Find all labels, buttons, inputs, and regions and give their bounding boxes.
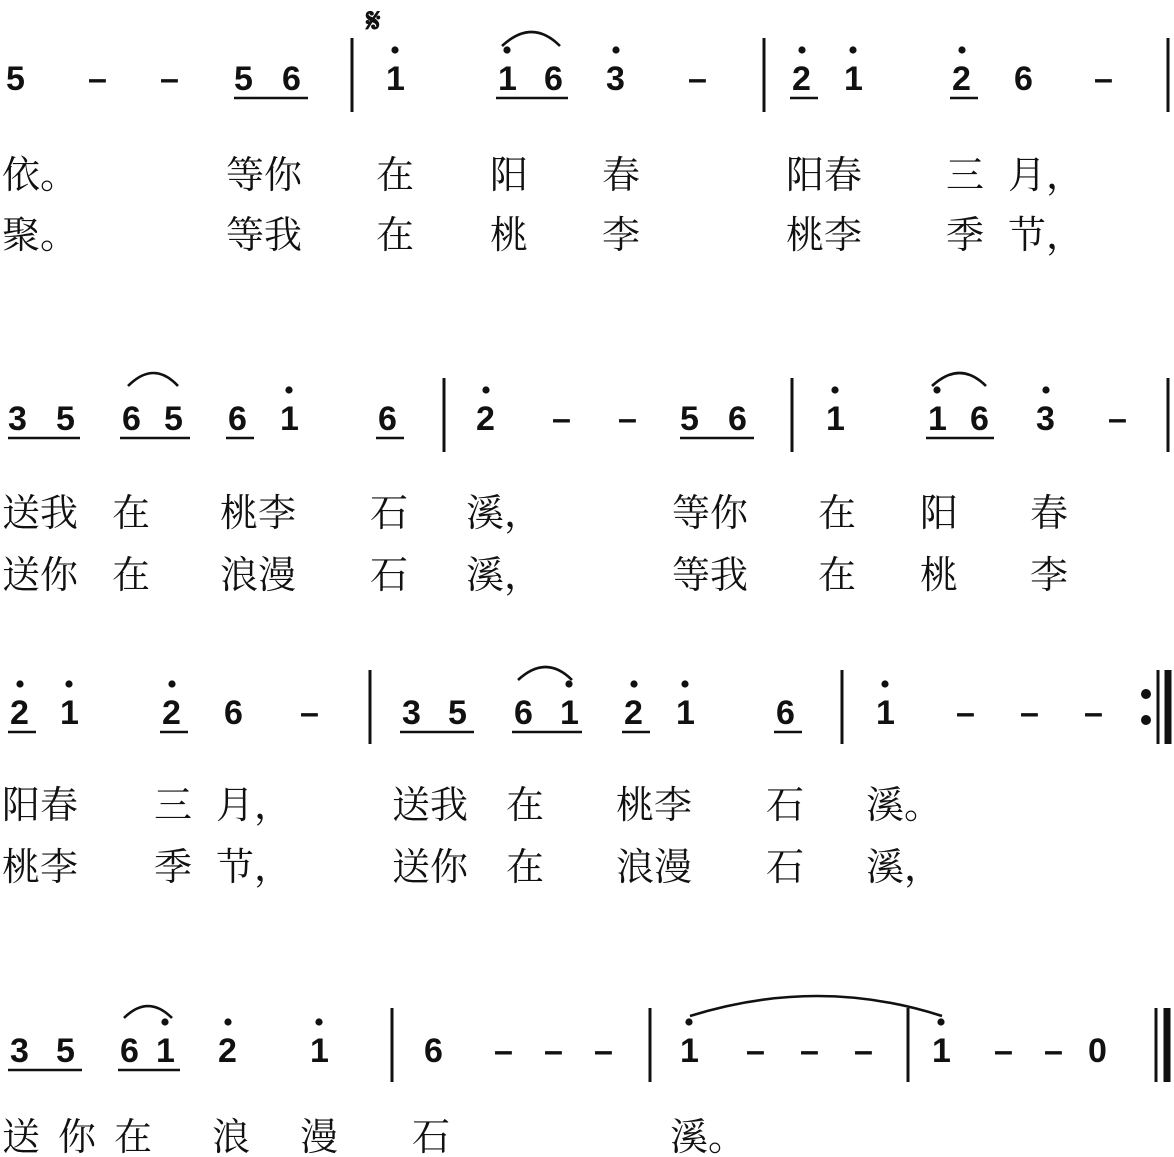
note: 6 xyxy=(544,60,563,98)
final-barline xyxy=(1156,1008,1167,1082)
high-octave-dot xyxy=(224,1018,231,1025)
note-dash: – xyxy=(552,400,571,438)
high-octave-dot xyxy=(685,1018,692,1025)
high-octave-dot xyxy=(798,46,805,53)
lyric: 阳 xyxy=(490,153,529,197)
high-octave-dot xyxy=(958,46,965,53)
note-dash: – xyxy=(300,694,319,732)
note-dash: – xyxy=(544,1032,563,1070)
lyric: 石 xyxy=(766,783,805,827)
lyric: 石 xyxy=(370,553,409,597)
high-octave-dot xyxy=(1042,386,1049,393)
system-4 xyxy=(2,996,1167,1157)
lyric: 月， xyxy=(216,783,293,827)
slur xyxy=(518,667,572,680)
note: 6 xyxy=(514,694,533,732)
high-octave-dot xyxy=(612,46,619,53)
lyric: 送我 xyxy=(392,783,469,827)
lyric: 阳 xyxy=(920,491,959,535)
lyric: 浪漫 xyxy=(616,845,693,889)
high-octave-dot xyxy=(168,680,175,687)
high-octave-dot xyxy=(391,46,398,53)
note-high: 1 xyxy=(560,694,579,732)
lyric: 在 xyxy=(376,153,415,197)
high-octave-dot xyxy=(565,680,572,687)
lyric: 季 xyxy=(154,845,193,889)
note: 6 xyxy=(224,694,243,732)
lyric: 浪 xyxy=(212,1115,251,1157)
note-high: 2 xyxy=(10,694,29,732)
repeat-dot xyxy=(1141,689,1151,699)
note-dash: – xyxy=(594,1032,613,1070)
lyric: 桃 xyxy=(490,213,529,257)
lyric: 在 xyxy=(112,491,151,535)
lyric: 桃李 xyxy=(2,845,79,889)
repeat-dot xyxy=(1141,715,1151,725)
lyric: 石 xyxy=(766,845,805,889)
repeat-end-barline xyxy=(1141,670,1168,744)
slur xyxy=(932,373,986,386)
lyric: 溪。 xyxy=(670,1115,747,1157)
note-dash: – xyxy=(160,60,179,98)
lyric: 溪， xyxy=(866,845,943,889)
lyric: 石 xyxy=(412,1115,451,1157)
high-octave-dot xyxy=(285,386,292,393)
lyric: 阳春 xyxy=(786,153,863,197)
note-dash: – xyxy=(618,400,637,438)
note-high: 1 xyxy=(498,60,517,98)
lyric: 春 xyxy=(1030,491,1069,535)
lyric: 在 xyxy=(112,553,151,597)
note: 3 xyxy=(8,400,27,438)
lyric: 等我 xyxy=(672,553,749,597)
note-dash: – xyxy=(1108,400,1127,438)
note: 3 xyxy=(10,1032,29,1070)
slur xyxy=(128,373,178,386)
note: 6 xyxy=(776,694,795,732)
lyric: 你 xyxy=(58,1115,97,1157)
note: 6 xyxy=(728,400,747,438)
note: 6 xyxy=(228,400,247,438)
lyric: 节， xyxy=(216,845,293,889)
note-dash: – xyxy=(854,1032,873,1070)
high-octave-dot xyxy=(65,680,72,687)
note: 5 xyxy=(164,400,183,438)
high-octave-dot xyxy=(933,386,940,393)
note: 6 xyxy=(282,60,301,98)
lyric: 阳春 xyxy=(2,783,79,827)
note: 6 xyxy=(970,400,989,438)
note-dash: – xyxy=(800,1032,819,1070)
note-dash: – xyxy=(956,694,975,732)
note-high: 1 xyxy=(156,1032,175,1070)
note-dash: – xyxy=(494,1032,513,1070)
segno-sign: 𝄋 xyxy=(366,1,381,41)
slur xyxy=(124,1006,172,1018)
lyric: 溪。 xyxy=(866,783,943,827)
lyric: 月， xyxy=(1008,153,1085,197)
lyric: 在 xyxy=(506,783,545,827)
system-3 xyxy=(2,667,1168,889)
note-high: 1 xyxy=(60,694,79,732)
lyric: 送我 xyxy=(2,491,79,535)
note: 5 xyxy=(448,694,467,732)
note-dash: – xyxy=(1094,60,1113,98)
lyric: 三 xyxy=(946,153,985,197)
note: 3 xyxy=(402,694,421,732)
note-high: 3 xyxy=(606,60,625,98)
lyric: 节， xyxy=(1008,213,1085,257)
note-high: 2 xyxy=(218,1032,237,1070)
lyric: 聚。 xyxy=(2,213,79,257)
note-high: 2 xyxy=(162,694,181,732)
high-octave-dot xyxy=(831,386,838,393)
lyric: 在 xyxy=(818,491,857,535)
high-octave-dot xyxy=(482,386,489,393)
note: 6 xyxy=(1014,60,1033,98)
note: 6 xyxy=(424,1032,443,1070)
note-high: 2 xyxy=(792,60,811,98)
note-high: 1 xyxy=(310,1032,329,1070)
note-high: 1 xyxy=(386,60,405,98)
note-dash: – xyxy=(1020,694,1039,732)
lyric: 桃李 xyxy=(616,783,693,827)
lyric: 桃李 xyxy=(220,491,297,535)
system-2 xyxy=(2,373,1168,597)
lyric: 桃李 xyxy=(786,213,863,257)
lyric: 送你 xyxy=(2,553,79,597)
note-high: 1 xyxy=(928,400,947,438)
lyric: 石 xyxy=(370,491,409,535)
high-octave-dot xyxy=(937,1018,944,1025)
lyric: 浪漫 xyxy=(220,553,297,597)
lyric: 季 xyxy=(946,213,985,257)
note: 5 xyxy=(56,400,75,438)
lyric: 依。 xyxy=(2,153,79,197)
note: 6 xyxy=(378,400,397,438)
note-dash: – xyxy=(1044,1032,1063,1070)
note-dash: – xyxy=(88,60,107,98)
note-dash: – xyxy=(746,1032,765,1070)
high-octave-dot xyxy=(630,680,637,687)
tie xyxy=(690,996,942,1016)
note-high: 2 xyxy=(624,694,643,732)
note-high: 1 xyxy=(280,400,299,438)
lyric: 在 xyxy=(114,1115,153,1157)
note-rest: 0 xyxy=(1088,1032,1107,1070)
note: 5 xyxy=(234,60,253,98)
note: 5 xyxy=(6,60,25,98)
lyric: 桃 xyxy=(920,553,959,597)
high-octave-dot xyxy=(849,46,856,53)
note: 6 xyxy=(120,1032,139,1070)
lyric: 等你 xyxy=(672,491,749,535)
lyric: 李 xyxy=(1030,553,1069,597)
note-high: 1 xyxy=(932,1032,951,1070)
note-high: 1 xyxy=(844,60,863,98)
lyric: 三 xyxy=(154,783,193,827)
note: 5 xyxy=(680,400,699,438)
note-dash: – xyxy=(688,60,707,98)
system-1 xyxy=(2,1,1168,257)
note-high: 1 xyxy=(826,400,845,438)
lyric: 溪， xyxy=(466,491,543,535)
lyric: 漫 xyxy=(300,1115,339,1157)
lyric: 在 xyxy=(376,213,415,257)
lyric: 等我 xyxy=(226,213,303,257)
note-high: 1 xyxy=(676,694,695,732)
note-dash: – xyxy=(1084,694,1103,732)
note-dash: – xyxy=(994,1032,1013,1070)
note-high: 1 xyxy=(876,694,895,732)
high-octave-dot xyxy=(881,680,888,687)
lyric: 送你 xyxy=(392,845,469,889)
slur xyxy=(502,32,560,46)
note-high: 2 xyxy=(952,60,971,98)
high-octave-dot xyxy=(315,1018,322,1025)
high-octave-dot xyxy=(681,680,688,687)
note: 5 xyxy=(56,1032,75,1070)
high-octave-dot xyxy=(503,46,510,53)
lyric: 在 xyxy=(818,553,857,597)
note-high: 2 xyxy=(476,400,495,438)
note-high: 1 xyxy=(680,1032,699,1070)
high-octave-dot xyxy=(161,1018,168,1025)
note: 6 xyxy=(122,400,141,438)
lyric: 在 xyxy=(506,845,545,889)
lyric: 李 xyxy=(602,213,641,257)
lyric: 送 xyxy=(2,1115,41,1157)
lyric: 春 xyxy=(602,153,641,197)
lyric: 等你 xyxy=(226,153,303,197)
note-high: 3 xyxy=(1036,400,1055,438)
high-octave-dot xyxy=(16,680,23,687)
lyric: 溪， xyxy=(466,553,543,597)
